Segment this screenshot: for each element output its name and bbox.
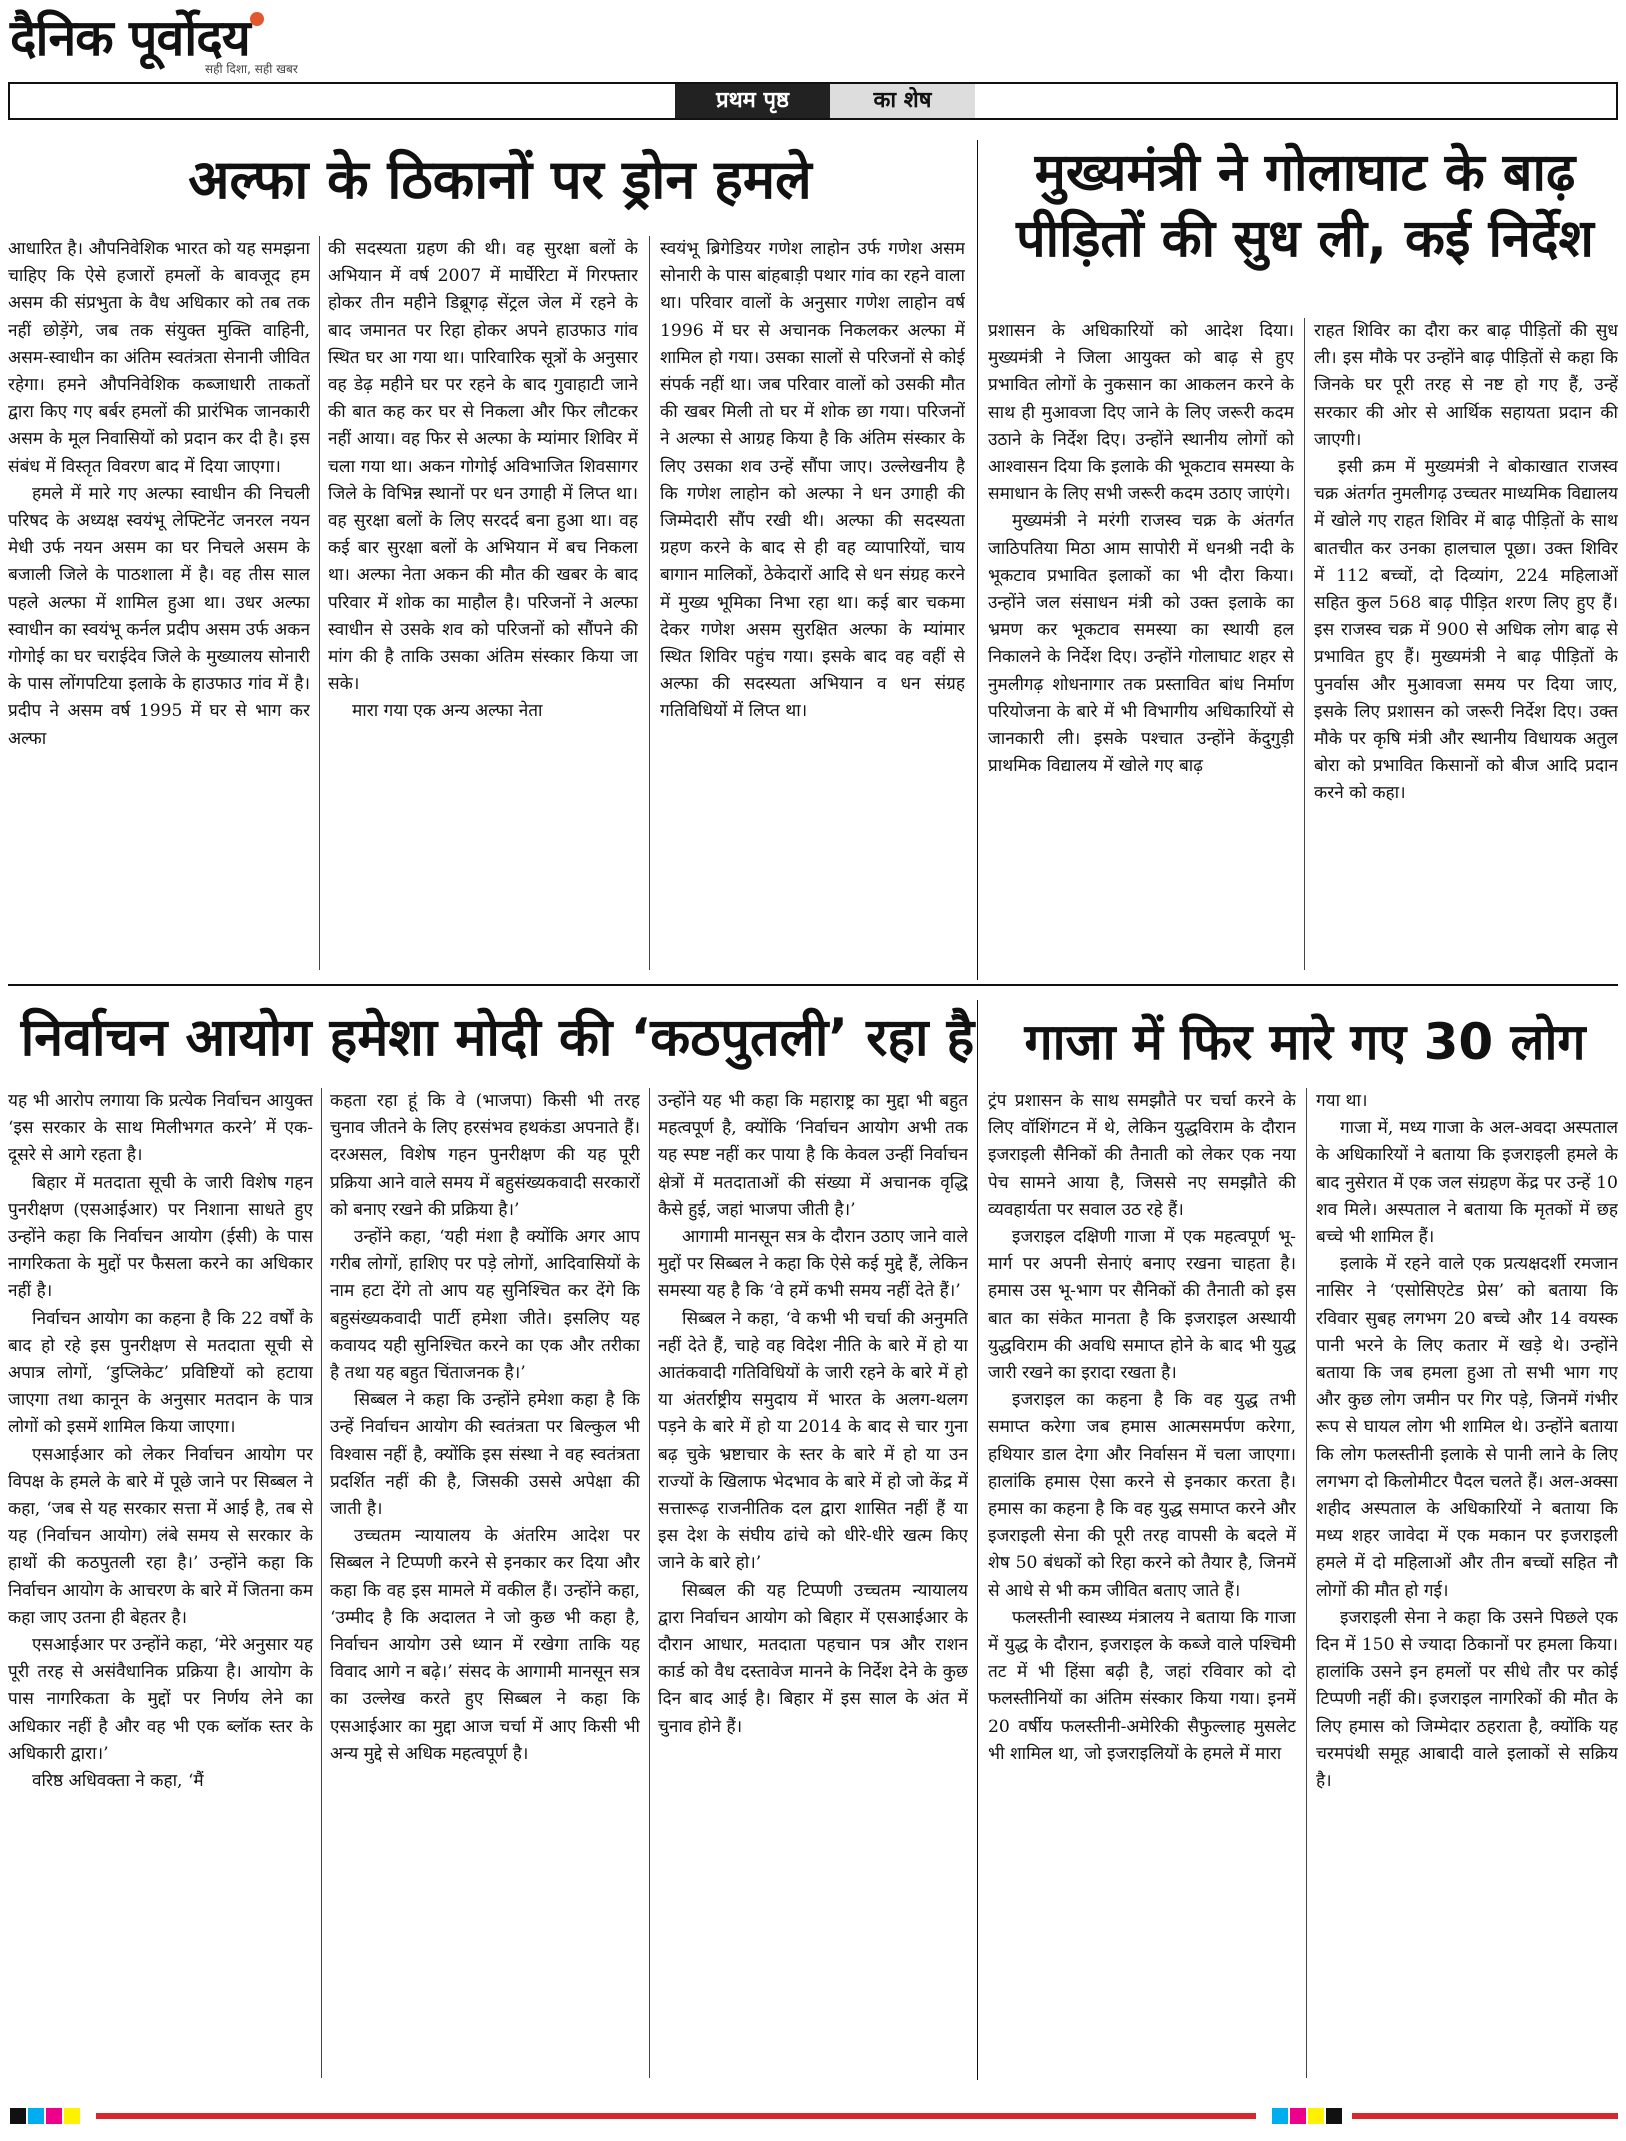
paragraph: राहत शिविर का दौरा कर बाढ़ पीड़ितों की सुध ली। इस मौके पर उन्होंने बाढ़ पीड़ितों से कहा कि जिनके घर पूरी तरह से नष्ट हो गए हैं, उन्हें सरकार की ओर से आर्थिक सहायता प्रदान की जाएगी। [1314, 321, 1618, 450]
paragraph: सिब्बल ने कहा, ‘वे कभी भी चर्चा की अनुमति नहीं देते हैं, चाहे वह विदेश नीति के बारे में हो या आतंकवादी गतिविधियों के जारी रहने के बारे में हो या अंतर्राष्ट्रीय समुदाय में भारत के अलग-थलग पड़ने के बारे में हो या 2014 के बाद से चार गुना बढ़ चुके भ्रष्टाचार के स्तर के बारे में हो या उन राज्यों के खिलाफ भेदभाव के बारे में हो जो केंद्र में सत्तारूढ़ राजनीतिक दल द्वारा शासित नहीं हैं या इस देश के संघीय ढांचे को धीरे-धीरे खत्म किए जाने के बारे हो।’ [658, 1308, 968, 1574]
registration-swatch [1326, 2108, 1342, 2124]
headline-alfa: अल्फा के ठिकानों पर ड्रोन हमले [188, 148, 812, 211]
cm-column-2 [1314, 318, 1618, 970]
paragraph: आधारित है। औपनिवेशिक भारत को यह समझना चाहिए कि ऐसे हजारों हमलों के बावजूद हम असम की संप्रभुता के वैध अधिकार को तब तक नहीं छोड़ेंगे, जब तक संयुक्त मुक्ति वाहिनी, असम-स्वाधीन का अंतिम स्वतंत्रता सेनानी जीवित रहेगा। हमने औपनिवेशिक कब्जाधारी ताकतों द्वारा किए गए बर्बर हमलों की प्रारंभिक जानकारी असम के मूल निवासियों को प्रदान कर दी है। इस संबंध में विस्तृत विवरण बाद में दिया जाएगा। [8, 239, 310, 477]
newspaper-logo: दैनिक पूर्वोदय [10, 2, 264, 70]
column-divider [1306, 1088, 1307, 2078]
registration-swatch [1272, 2108, 1288, 2124]
alfa-column-2 [328, 236, 638, 970]
column-divider [649, 236, 650, 970]
gaza-column-2 [1316, 1088, 1618, 2078]
paragraph: निर्वाचन आयोग का कहना है कि 22 वर्षों के बाद हो रहे इस पुनरीक्षण से मतदाता सूची से अपात्र लोगों, ‘डुप्लिकेट’ प्रविष्टियों को हटाया जाएगा तथा कानून के अनुसार मतदान के पात्र लोगों को इसमें शामिल किया जाएगा। [8, 1308, 313, 1438]
section-label-front-page: प्रथम पृष्ठ [675, 84, 830, 118]
paragraph: सिब्बल ने कहा कि उन्होंने हमेशा कहा है कि उन्हें निर्वाचन आयोग की स्वतंत्रता पर बिल्कुल भी विश्वास नहीं है, क्योंकि इस संस्था ने वह स्वतंत्रता प्रदर्शित नहीं की है, जिसकी उससे अपेक्षा की जाती है। [330, 1390, 640, 1520]
paragraph: मुख्यमंत्री ने मरंगी राजस्व चक्र के अंतर्गत जाठिपतिया मिठा आम सापोरी में धनश्री नदी के भूकटाव प्रभावित इलाकों का भी दौरा किया। उन्होंने जल संसाधन मंत्री को उक्त इलाके का भ्रमण कर भूकटाव समस्या का स्थायी हल निकालने के निर्देश दिए। उन्होंने गोलाघाट शहर से नुमलीगढ़ शोधनागार तक प्रस्तावित बांध निर्माण परियोजना के बारे में भी विभागीय अधिकारियों से जानकारी ली। इसके पश्चात उन्होंने केंदुगुड़ी प्राथमिक विद्यालय में खोले गए बाढ़ [988, 511, 1294, 777]
paragraph: इलाके में रहने वाले एक प्रत्यक्षदर्शी रमजान नासिर ने ‘एसोसिएटेड प्रेस’ को बताया कि रविवार सुबह लगभग 20 बच्चे और 14 वयस्क पानी भरने के लिए कतार में खड़े थे। उन्होंने बताया कि जब हमला हुआ तो सभी भाग गए और कुछ लोग जमीन पर गिर पड़े, जिनमें गंभीर रूप से घायल लोग भी शामिल थे। उन्होंने बताया कि लोग फलस्तीनी इलाके से पानी लाने के लिए लगभग दो किलोमीटर पैदल चलते हैं। अल-अक्सा शहीद अस्पताल के अधिकारियों ने बताया कि मध्य शहर जावेदा में एक मकान पर इजराइली हमले में दो महिलाओं और तीन बच्चों सहित नौ लोगों की मौत हो गई। [1316, 1254, 1618, 1601]
registration-swatch [28, 2108, 44, 2124]
paragraph: की सदस्यता ग्रहण की थी। वह सुरक्षा बलों के अभियान में वर्ष 2007 में मार्घेरिटा में गिरफ्तार होकर तीन महीने डिब्रूगढ़ सेंट्रल जेल में रहने के बाद जमानत पर रिहा होकर अपने हाउफाउ गांव स्थित घर आ गया था। पारिवारिक सूत्रों के अनुसार वह डेढ़ महीने घर पर रहने के बाद गुवाहाटी जाने की बात कह कर घर से निकला और फिर लौटकर नहीं आया। वह फिर से अल्फा के म्यांमार शिविर में चला गया था। अकन गोगोई अविभाजित शिवसागर जिले के विभिन्न स्थानों पर धन उगाही में लिप्त था। वह सुरक्षा बलों के लिए सरदर्द बना हुआ था। वह कई बार सुरक्षा बलों के अभियान में बच निकला था। अल्फा नेता अकन की मौत की खबर के बाद परिवार में शोक का माहौल है। परिजनों ने अल्फा स्वाधीन से उसके शव को परिजनों को सौंपने की मांग की है ताकि उसका अंतिम संस्कार किया जा सके। [328, 239, 638, 695]
paragraph: एसआईआर पर उन्होंने कहा, ‘मेरे अनुसार यह पूरी तरह से असंवैधानिक प्रक्रिया है। आयोग के पास नागरिकता के मुद्दों पर निर्णय लेने का अधिकार नहीं है और वह भी एक ब्लॉक स्तर के अधिकारी द्वारा।’ [8, 1635, 313, 1764]
headline-gaza: गाजा में फिर मारे गए 30 लोग [1024, 1013, 1586, 1071]
registration-swatch [46, 2108, 62, 2124]
paragraph: हमले में मारे गए अल्फा स्वाधीन की निचली परिषद के अध्यक्ष स्वयंभू लेफ्टिनेंट जनरल नयन मेधी उर्फ नयन असम का घर निचले असम के बजाली जिले के पाठशाला में है। वह तीस साल पहले अल्फा में शामिल हुआ था। उधर अल्फा स्वाधीन का स्वयंभू कर्नल प्रदीप असम उर्फ अकन गोगोई का घर चराईदेव जिले के मुख्यालय सोनारी के पास लोंगपटिया इलाके के हाउफाउ गांव में है। प्रदीप ने असम वर्ष 1995 में घर से भाग कर अल्फा [8, 483, 310, 749]
paragraph: ट्रंप प्रशासन के साथ समझौते पर चर्चा करने के लिए वॉशिंगटन में थे, लेकिन युद्धविराम के दौरान इजराइली सैनिकों की तैनाती को लेकर एक नया पेच सामने आया है, जिससे नए समझौते की व्यवहार्यता पर सवाल उठ रहे हैं। [988, 1091, 1296, 1220]
section-label-continued: का शेष [830, 84, 975, 118]
headline-election-commission: निर्वाचन आयोग हमेशा मोदी की ‘कठपुतली’ रहा है [20, 1008, 975, 1068]
alfa-column-1 [8, 236, 310, 970]
headline-cm: मुख्यमंत्री ने गोलाघाट के बाढ़ पीड़ितों की सुध ली, कई निर्देश [1016, 143, 1594, 269]
paragraph: इजराइल का कहना है कि वह युद्ध तभी समाप्त करेगा जब हमास आत्मसमर्पण करेगा, हथियार डाल देगा और निर्वासन में चला जाएगा। हालांकि हमास ऐसा करने से इनकार करता है। हमास का कहना है कि वह युद्ध समाप्त करने और इजराइली सेना की पूरी तरह वापसी के बदले में शेष 50 बंधकों को रिहा करने को तैयार है, जिनमें से आधे से भी कम जीवित बताए जाते हैं। [988, 1390, 1296, 1601]
column-divider [319, 236, 320, 970]
column-divider [321, 1088, 322, 2078]
masthead [0, 0, 1626, 80]
registration-swatch [10, 2108, 26, 2124]
column-divider [977, 140, 978, 980]
paragraph: एसआईआर को लेकर निर्वाचन आयोग पर विपक्ष के हमले के बारे में पूछे जाने पर सिब्बल ने कहा, ‘जब से यह सरकार सत्ता में आई है, तब से यह (निर्वाचन आयोग) लंबे समय से सरकार के हाथों की कठपुतली रहा है।’ उन्होंने कहा कि निर्वाचन आयोग के आचरण के बारे में जितना कम कहा जाए उतना ही बेहतर है। [8, 1444, 313, 1628]
paragraph: इजराइली सेना ने कहा कि उसने पिछले एक दिन में 150 से ज्यादा ठिकानों पर हमला किया। हालांकि उसने इन हमलों पर सीधे तौर पर कोई टिप्पणी नहीं की। इजराइल नागरिकों की मौत के लिए हमास को जिम्मेदार ठहराता है, क्योंकि यह चरमपंथी समूह आबादी वाले इलाकों से सक्रिय है। [1316, 1607, 1618, 1792]
paragraph: प्रशासन के अधिकारियों को आदेश दिया। मुख्यमंत्री ने जिला आयुक्त को बाढ़ से हुए प्रभावित लोगों के नुकसान का आकलन करने के साथ ही मुआवजा दिए जाने के लिए जरूरी कदम उठाने के निर्देश दिए। उन्होंने स्थानीय लोगों को आश्वासन दिया कि इलाके की भूकटाव समस्या के समाधान के लिए सभी जरूरी कदम उठाए जाएंगे। [988, 321, 1294, 505]
cm-column-1 [988, 318, 1294, 970]
paragraph: गया था। [1316, 1091, 1368, 1111]
column-divider [977, 1000, 978, 2080]
paragraph: मारा गया एक अन्य अल्फा नेता [352, 701, 543, 722]
article-divider [8, 984, 1618, 986]
paragraph: इजराइल दक्षिणी गाजा में एक महत्वपूर्ण भू-मार्ग पर अपनी सेनाएं बनाए रखना चाहता है। हमास उस भू-भाग पर सैनिकों की तैनाती को इस बात का संकेत मानता है कि इजराइल अस्थायी युद्धविराम की अवधि समाप्त होने के बाद भी युद्ध जारी रखने का इरादा रखता है। [988, 1227, 1296, 1384]
column-divider [1304, 318, 1305, 970]
alfa-column-3 [660, 236, 965, 970]
paragraph: कहता रहा हूं कि वे (भाजपा) किसी भी तरह चुनाव जीतने के लिए हरसंभव हथकंडा अपनाते हैं। दरअसल, विशेष गहन पुनरीक्षण की यह पूरी प्रक्रिया आने वाले समय में बहुसंख्यकवादी सरकारों को बनाए रखने की प्रक्रिया है।’ [330, 1091, 640, 1220]
paragraph: स्वयंभू ब्रिगेडियर गणेश लाहोन उर्फ गणेश असम सोनारी के पास बांहबाड़ी पथार गांव का रहने वाला था। परिवार वालों के अनुसार गणेश लाहोन वर्ष 1996 में घर से अचानक निकलकर अल्फा में शामिल हो गया। उसका सालों से परिजनों से कोई संपर्क नहीं था। जब परिवार वालों को उसकी मौत की खबर मिली तो घर में शोक छा गया। परिजनों ने अल्फा से आग्रह किया है कि अंतिम संस्कार के लिए उसका शव उन्हें सौंपा जाए। उल्लेखनीय है कि गणेश लाहोन को अल्फा ने धन उगाही की जिम्मेदारी सौंप रखी थी। अल्फा की सदस्यता ग्रहण करने के बाद से ही वह व्यापारियों, चाय बागान मालिकों, ठेकेदारों आदि से धन संग्रह करने में मुख्य भूमिका निभा रहा था। कई बार चकमा देकर गणेश असम सुरक्षित अल्फा के म्यांमार स्थित शिविर पहुंच गया। इसके बाद वह वहीं से अल्फा की सदस्यता अभियान व धन संग्रह गतिविधियों में लिप्त था। [660, 239, 965, 722]
paragraph: उन्होंने कहा, ‘यही मंशा है क्योंकि अगर आप गरीब लोगों, हाशिए पर पड़े लोगों, आदिवासियों के नाम हटा देंगे तो आप यह सुनिश्चित कर देंगे कि बहुसंख्यकवादी पार्टी हमेशा जीते। इसलिए यह कवायद यही सुनिश्चित करने का एक और तरीका है तथा यह बहुत चिंताजनक है।’ [330, 1227, 640, 1384]
column-divider [649, 1088, 650, 2078]
ec-column-1 [8, 1088, 313, 2078]
paragraph: बिहार में मतदाता सूची के जारी विशेष गहन पुनरीक्षण (एसआईआर) पर निशाना साधते हुए उन्होंने कहा कि निर्वाचन आयोग (ईसी) के पास नागरिकता के मुद्दों पर फैसला करने का अधिकार नहीं है। [8, 1172, 313, 1302]
paragraph: फलस्तीनी स्वास्थ्य मंत्रालय ने बताया कि गाजा में युद्ध के दौरान, इजराइल के कब्जे वाले पश्चिमी तट में भी हिंसा बढ़ी है, जहां रविवार को दो फलस्तीनियों का अंतिम संस्कार किया गया। इनमें 20 वर्षीय फलस्तीनी-अमेरिकी सैफुल्लाह मुसलेट भी शामिल था, जो इजराइलियों के हमले में मारा [988, 1607, 1296, 1764]
logo-dot-icon [250, 12, 264, 26]
paragraph: आगामी मानसून सत्र के दौरान उठाए जाने वाले मुद्दों पर सिब्बल ने कहा कि ऐसे कई मुद्दे हैं, लेकिन समस्या यह है कि ‘वे हमें कभी समय नहीं देते हैं।’ [658, 1227, 968, 1302]
gaza-column-1 [988, 1088, 1296, 2078]
paragraph: उच्चतम न्यायालय के अंतरिम आदेश पर सिब्बल ने टिप्पणी करने से इनकार कर दिया और कहा कि वह इस मामले में वकील हैं। उन्होंने कहा, ‘उम्मीद है कि अदालत ने जो कुछ भी कहा है, निर्वाचन आयोग उसे ध्यान में रखेगा ताकि यह विवाद आगे न बढ़े।’ संसद के आगामी मानसून सत्र का उल्लेख करते हुए सिब्बल ने कहा कि एसआईआर का मुद्दा आज चर्चा में आए किसी भी अन्य मुद्दे से अधिक महत्वपूर्ण है। [330, 1526, 640, 1764]
ec-column-2 [330, 1088, 640, 2078]
footer-rule [1352, 2113, 1618, 2119]
paragraph: उन्होंने यह भी कहा कि महाराष्ट्र का मुद्दा भी बहुत महत्वपूर्ण है, क्योंकि ‘निर्वाचन आयोग अभी तक यह स्पष्ट नहीं कर पाया है कि केवल उन्हीं निर्वाचन क्षेत्रों में मतदाताओं की संख्या में अचानक वृद्धि कैसे हुई, जहां भाजपा जीती है।’ [658, 1091, 968, 1220]
ec-column-3 [658, 1088, 968, 2078]
paragraph: गाजा में, मध्य गाजा के अल-अवदा अस्पताल के अधिकारियों ने बताया कि इजराइली हमले के बाद नुसेरात में एक जल संग्रहण केंद्र पर उन्हें 10 शव मिले। अस्पताल ने बताया कि मृतकों में छह बच्चे भी शामिल हैं। [1316, 1118, 1618, 1248]
footer-rule [96, 2113, 1256, 2119]
paragraph: यह भी आरोप लगाया कि प्रत्येक निर्वाचन आयुक्त ‘इस सरकार के साथ मिलीभगत करने’ में एक-दूसरे से आगे रहता है। [8, 1091, 313, 1166]
paragraph: सिब्बल की यह टिप्पणी उच्चतम न्यायालय द्वारा निर्वाचन आयोग को बिहार में एसआईआर के दौरान आधार, मतदाता पहचान पत्र और राशन कार्ड को वैध दस्तावेज मानने के निर्देश देने के कुछ दिन बाद आई है। बिहार में इस साल के अंत में चुनाव होने हैं। [658, 1580, 968, 1737]
registration-swatch [64, 2108, 80, 2124]
paragraph: इसी क्रम में मुख्यमंत्री ने बोकाखात राजस्व चक्र अंतर्गत नुमलीगढ़ उच्चतर माध्यमिक विद्यालय में खोले गए राहत शिविर में बाढ़ पीड़ितों के साथ बातचीत कर उनका हालचाल पूछा। उक्त शिविर में 112 बच्चों, दो दिव्यांग, 224 महिलाओं सहित कुल 568 बाढ़ पीड़ित शरण लिए हुए हैं। इस राजस्व चक्र में 900 से अधिक लोग बाढ़ से प्रभावित हुए हैं। मुख्यमंत्री ने बाढ़ पीड़ितों के पुनर्वास और मुआवजा समय पर दिया जाए, इसके लिए प्रशासन को जरूरी निर्देश दिए। उक्त मौके पर कृषि मंत्री और स्थानीय विधायक अतुल बोरा को प्रभावित किसानों को बीज आदि प्रदान करने को कहा। [1314, 457, 1618, 804]
paragraph: वरिष्ठ अधिवक्ता ने कहा, ‘मैं [32, 1771, 204, 1792]
section-bar [8, 82, 1618, 120]
tagline: सही दिशा, सही खबर [205, 62, 298, 76]
registration-swatch [1290, 2108, 1306, 2124]
registration-swatch [1308, 2108, 1324, 2124]
